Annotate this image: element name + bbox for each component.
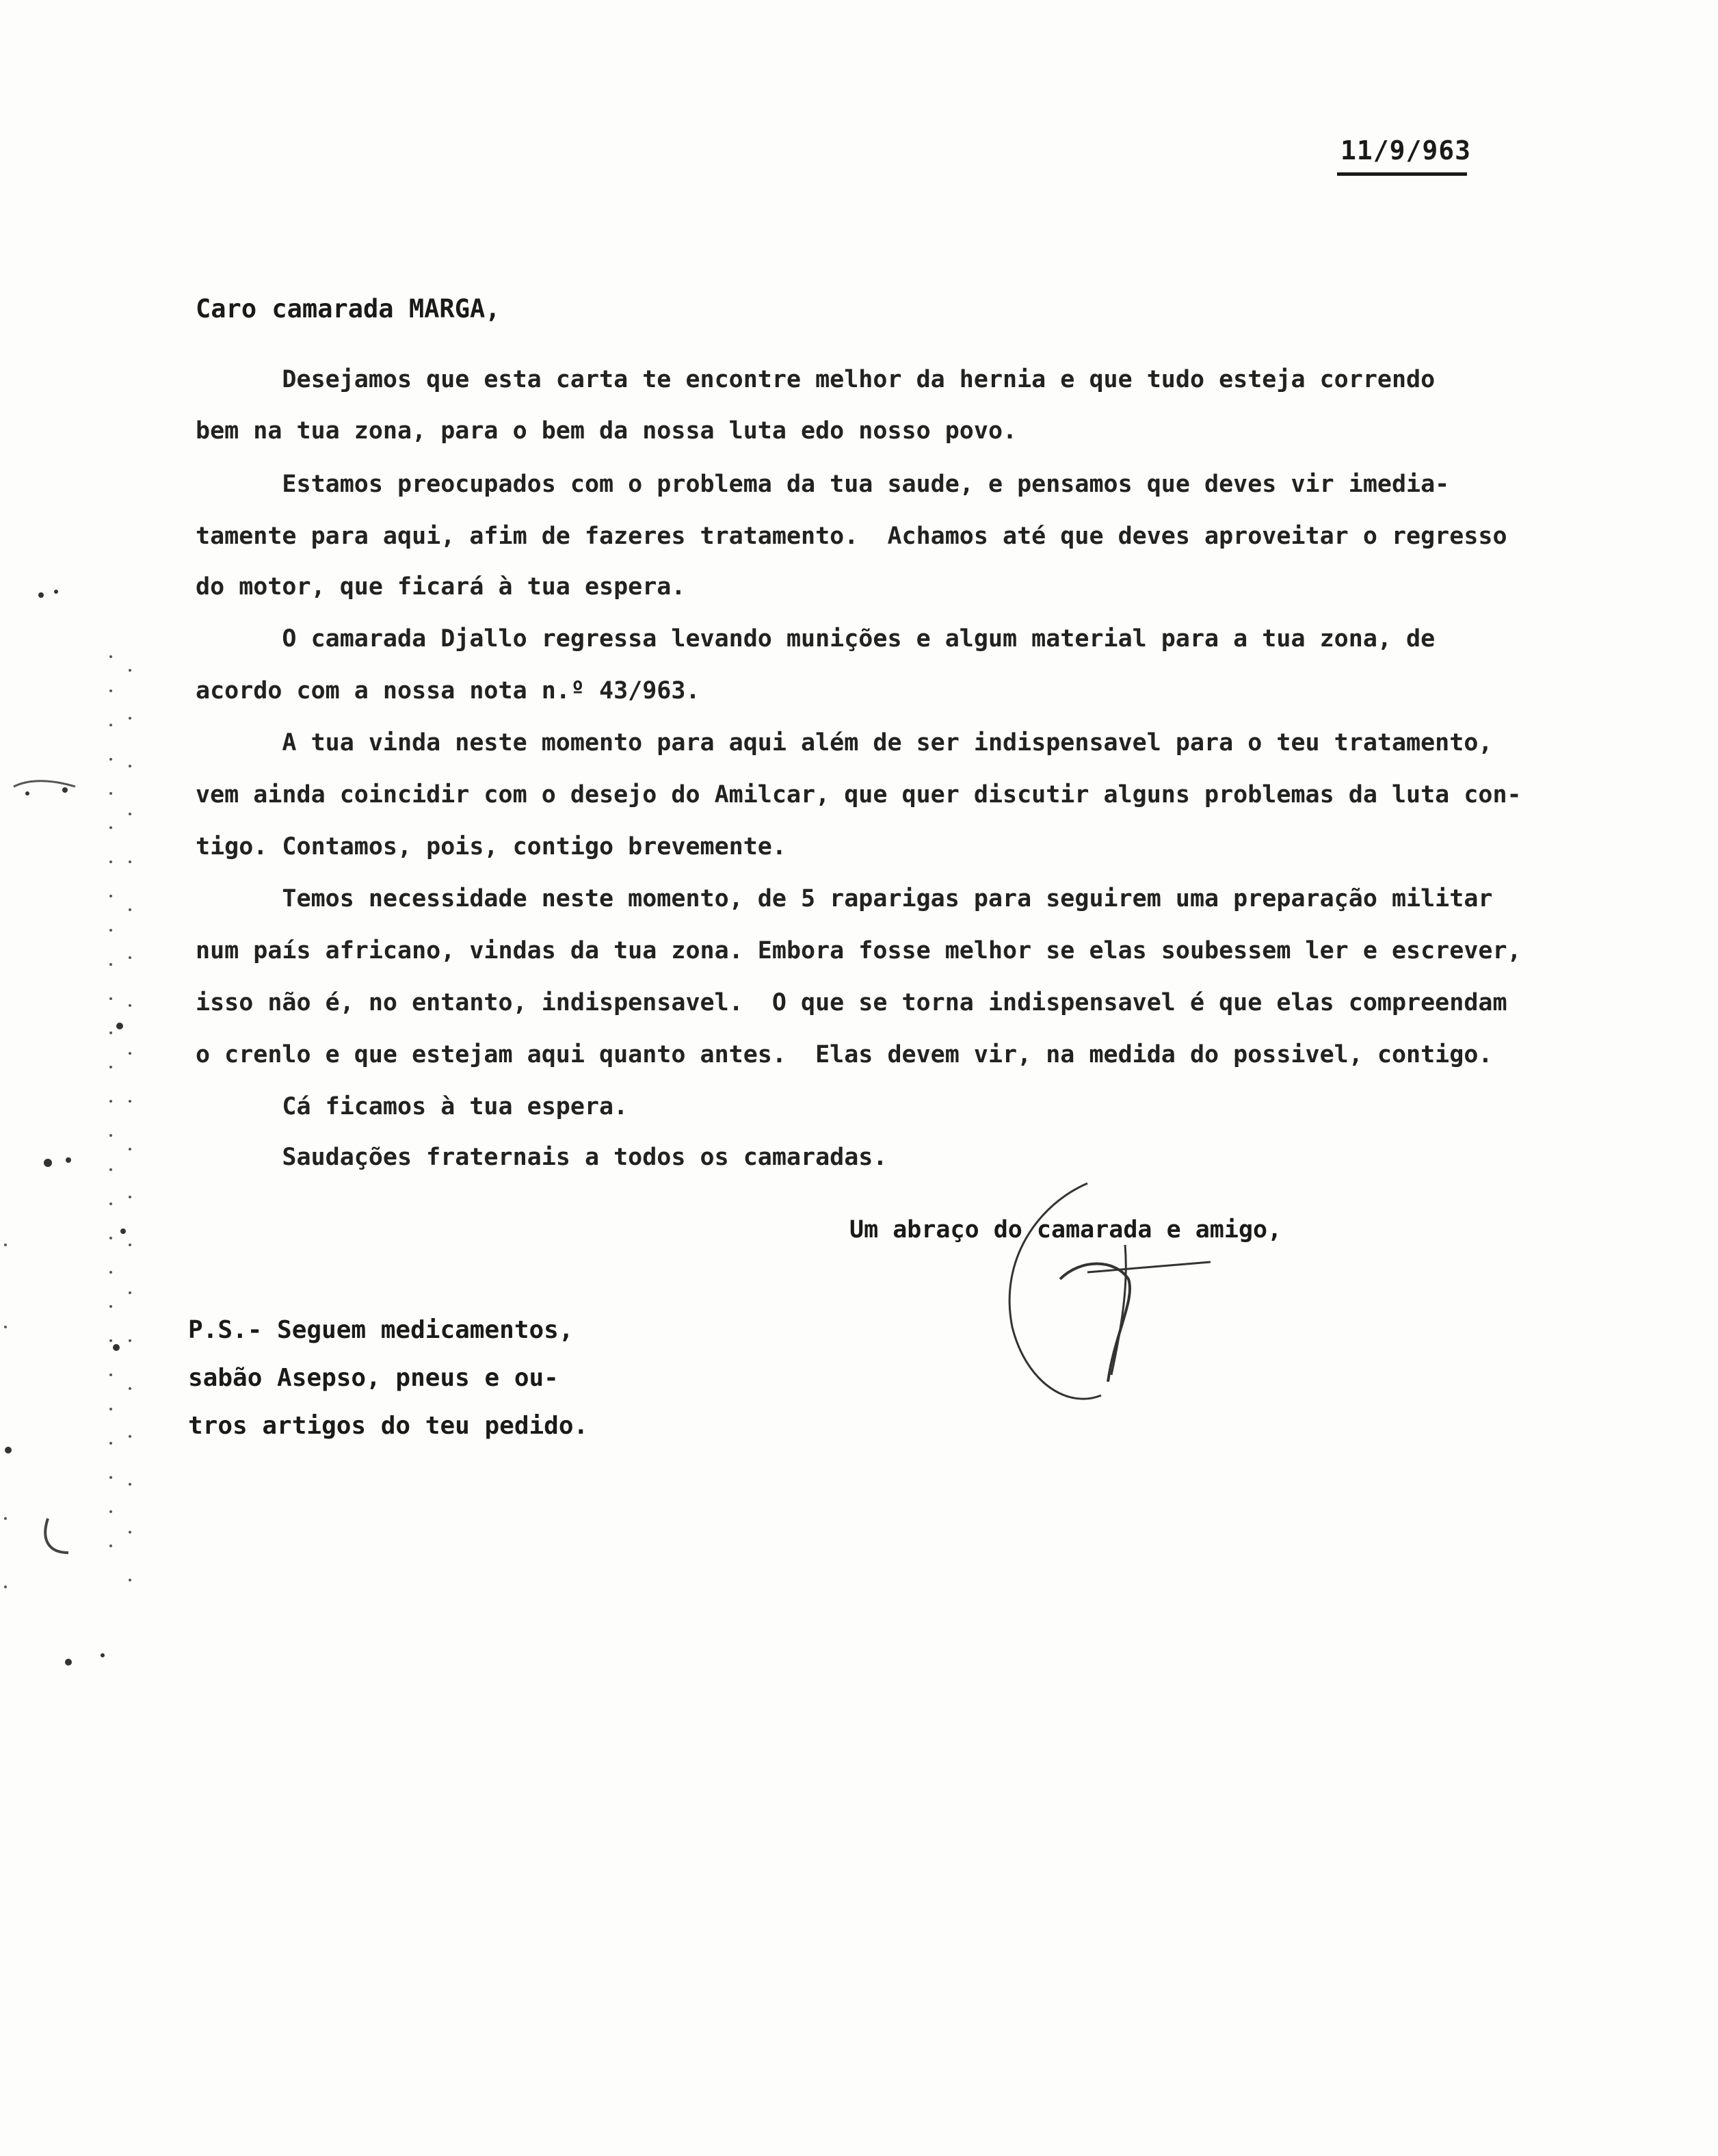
body-line: o crenlo e que estejam aqui quanto antes. Elas devem vir, na medida do possivel, contigo. (196, 1041, 1493, 1068)
ps-line: tros artigos do teu pedido. (188, 1412, 589, 1440)
salutation: Caro camarada MARGA, (196, 294, 501, 324)
ps-line: sabão Asepso, pneus e ou- (188, 1364, 559, 1392)
body-line: do motor, que ficará à tua espera. (196, 573, 686, 601)
body-line: Cá ficamos à tua espera. (196, 1093, 629, 1120)
date-underline (1337, 172, 1467, 176)
handwritten-signature (985, 1176, 1217, 1423)
body-line: Temos necessidade neste momento, de 5 raparigas para seguirem uma preparação militar (196, 885, 1493, 912)
margin-scan-marks (0, 561, 178, 1690)
body-line: vem ainda coincidir com o desejo do Amilcar, que quer discutir alguns problemas da luta con- (196, 781, 1522, 808)
body-line: tamente para aqui, afim de fazeres tratamento. Achamos até que deves aproveitar o regresso (196, 523, 1507, 550)
body-line: isso não é, no entanto, indispensavel. O que se torna indispensavel é que elas compreendam (196, 989, 1507, 1016)
body-line: Saudações fraternais a todos os camaradas. (196, 1144, 888, 1171)
closing-line: Um abraço do camarada e amigo, (849, 1216, 1282, 1244)
body-line: Desejamos que esta carta te encontre melhor da hernia e que tudo esteja correndo (196, 366, 1436, 393)
body-line: O camarada Djallo regressa levando munições e algum material para a tua zona, de (196, 625, 1436, 653)
body-line: A tua vinda neste momento para aqui além de ser indispensavel para o teu tratamento, (196, 729, 1493, 757)
body-line: Estamos preocupados com o problema da tua saude, e pensamos que deves vir imedia- (196, 471, 1450, 498)
body-line: tigo. Contamos, pois, contigo brevemente. (196, 833, 787, 860)
body-line: bem na tua zona, para o bem da nossa luta edo nosso povo. (196, 417, 1018, 445)
body-line: num país africano, vindas da tua zona. Embora fosse melhor se elas soubessem ler e escrever, (196, 937, 1522, 964)
letter-date: 11/9/963 (1340, 135, 1472, 166)
ps-line: P.S.- Seguem medicamentos, (188, 1316, 574, 1344)
body-line: acordo com a nossa nota n.º 43/963. (196, 677, 700, 705)
